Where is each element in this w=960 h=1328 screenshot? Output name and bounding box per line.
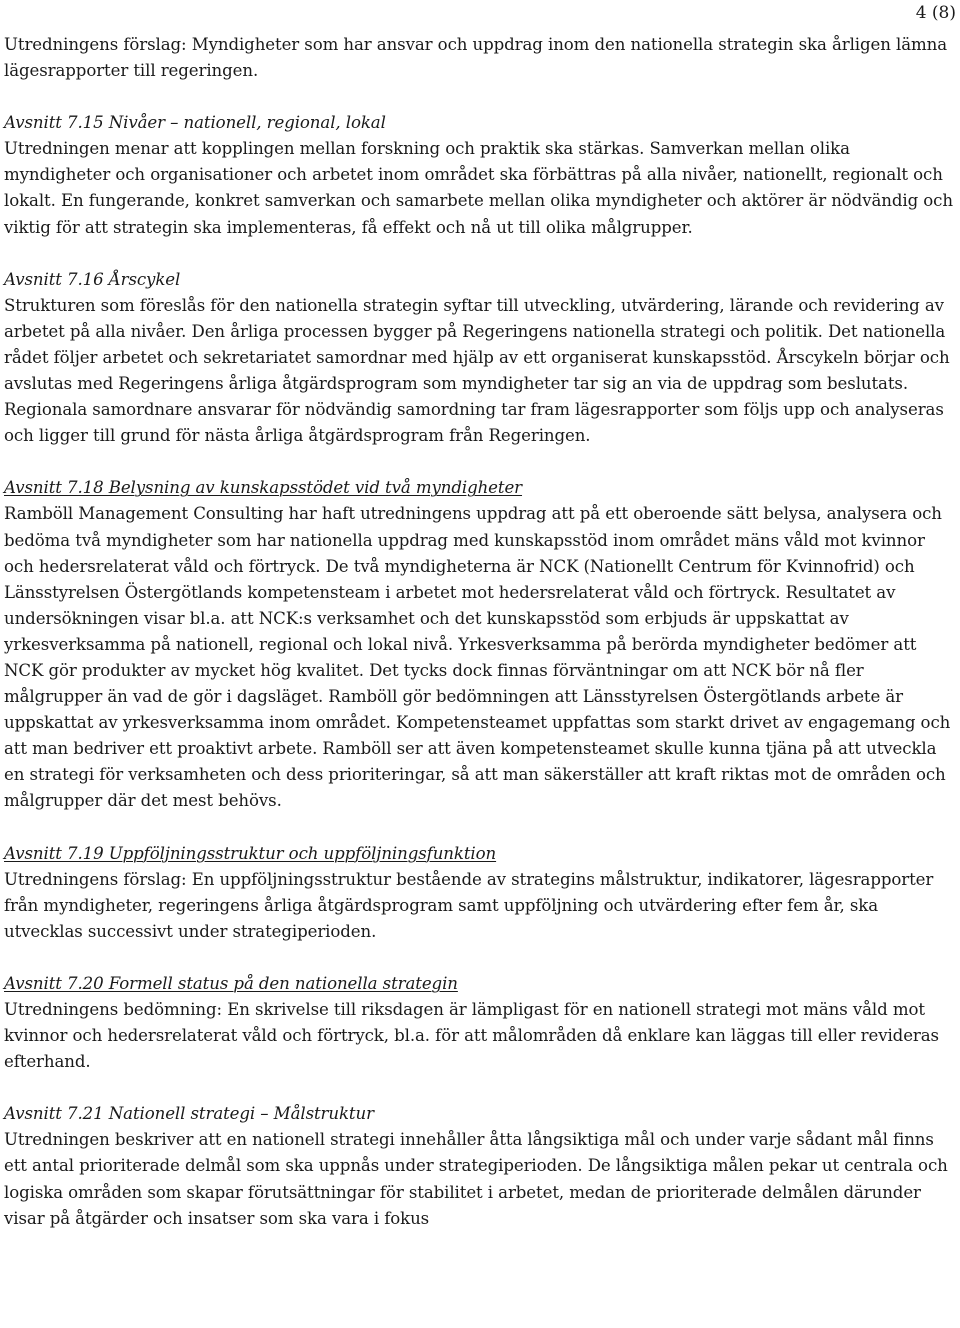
section-heading: Avsnitt 7.21 Nationell strategi – Målstruktur (4, 1104, 374, 1124)
section-body: Utredningens förslag: En uppföljningsstruktur bestående av strategins målstruktur, indikatorer, lägesrapporter från myndigheter, regeringens årliga åtgärdsprogram samt uppföljning och utvärdering efter fem år, ska utvecklas successivt under strategiperioden. (4, 869, 934, 941)
document-body (4, 32, 954, 1258)
section-body: Utredningen menar att kopplingen mellan forskning och praktik ska stärkas. Samverkan mellan olika myndigheter och organisationer och arbetet inom området ska förbättras på alla nivåer, nationellt, regionalt och lokalt. En fungerande, konkret samverkan och samarbete mellan olika myndigheter och aktörer är nödvändig och viktig för att strategin ska implementeras, få effekt och nå ut till olika målgrupper. (4, 139, 953, 237)
section-heading: Avsnitt 7.16 Årscykel (4, 269, 181, 289)
page-number: 4 (8) (915, 3, 956, 23)
section-7-21 (4, 1101, 954, 1231)
section-7-16 (4, 267, 954, 450)
section-7-18 (4, 475, 954, 814)
section-body: Strukturen som föreslås för den nationella strategin syftar till utveckling, utvärdering, lärande och revidering av arbetet på alla nivåer. Den årliga processen bygger på Regeringens nationella strategi och politik. Det nationella rådet följer arbetet och sekretariatet samordnar med hjälp av ett organiserat kunskapsstöd. Årscykeln börjar och avslutas med Regeringens årliga åtgärdsprogram som myndigheter tar sig an via de uppdrag som beslutats. Regionala samordnare ansvarar för nödvändig samordning tar fram lägesrapporter som följs upp och analyseras och ligger till grund för nästa årliga åtgärdsprogram från Regeringen. (4, 295, 950, 446)
section-7-15 (4, 110, 954, 240)
section-7-19 (4, 841, 954, 945)
section-heading: Avsnitt 7.18 Belysning av kunskapsstödet vid två myndigheter (4, 478, 523, 498)
section-body: Ramböll Management Consulting har haft utredningens uppdrag att på ett oberoende sätt belysa, analysera och bedöma två myndigheter som har nationella uppdrag med kunskapsstöd inom området mäns våld mot kvinnor och hedersrelaterat våld och förtryck. De två myndigheterna är NCK (Nationellt Centrum för Kvinnofrid) och Länsstyrelsen Östergötlands kompetensteam i arbetet mot hedersrelaterat våld och förtryck. Resultatet av undersökningen visar bl.a. att NCK:s verksamhet och det kunskapsstöd som erbjuds är uppskattat av yrkesverksamma på nationell, regional och lokal nivå. Yrkesverksamma på berörda myndigheter bedömer att NCK gör produkter av mycket hög kvalitet. Det tycks dock finnas förväntningar om att NCK bör nå fler målgrupper än vad de gör i dagsläget. Ramböll gör bedömningen att Länsstyrelsen Östergötlands arbete är uppskattat av yrkesverksamma inom området. Kompetensteamet uppfattas som starkt drivet av engagemang och att man bedriver ett proaktivt arbete. Ramböll ser att även kompetensteamet skulle kunna tjäna på att utveckla en strategi för verksamheten och dess prioriteringar, så att man säkerställer att kraft riktas mot de områden och målgrupper där det mest behövs. (4, 504, 951, 811)
section-body: Utredningens förslag: Myndigheter som har ansvar och uppdrag inom den nationella strategin ska årligen lämna lägesrapporter till regeringen. (4, 35, 948, 81)
section-body: Utredningens bedömning: En skrivelse till riksdagen är lämpligast för en nationell strategi mot mäns våld mot kvinnor och hedersrelaterat våld och förtryck, bl.a. för att målområden då enklare kan läggas till eller revideras efterhand. (4, 1000, 939, 1072)
section-body: Utredningen beskriver att en nationell strategi innehåller åtta långsiktiga mål och under varje sådant mål finns ett antal prioriterade delmål som ska uppnås under strategiperioden. De långsiktiga målen pekar ut centrala och logiska områden som skapar förutsättningar för stabilitet i arbetet, medan de prioriterade delmålen därunder visar på åtgärder och insatser som ska vara i fokus (4, 1130, 948, 1228)
section-heading: Avsnitt 7.15 Nivåer – nationell, regional, lokal (4, 113, 386, 133)
section-proposal-reports (4, 32, 954, 84)
section-heading: Avsnitt 7.20 Formell status på den nationella strategin (4, 973, 458, 993)
section-7-20 (4, 971, 954, 1075)
section-heading: Avsnitt 7.19 Uppföljningsstruktur och uppföljningsfunktion (4, 843, 497, 863)
